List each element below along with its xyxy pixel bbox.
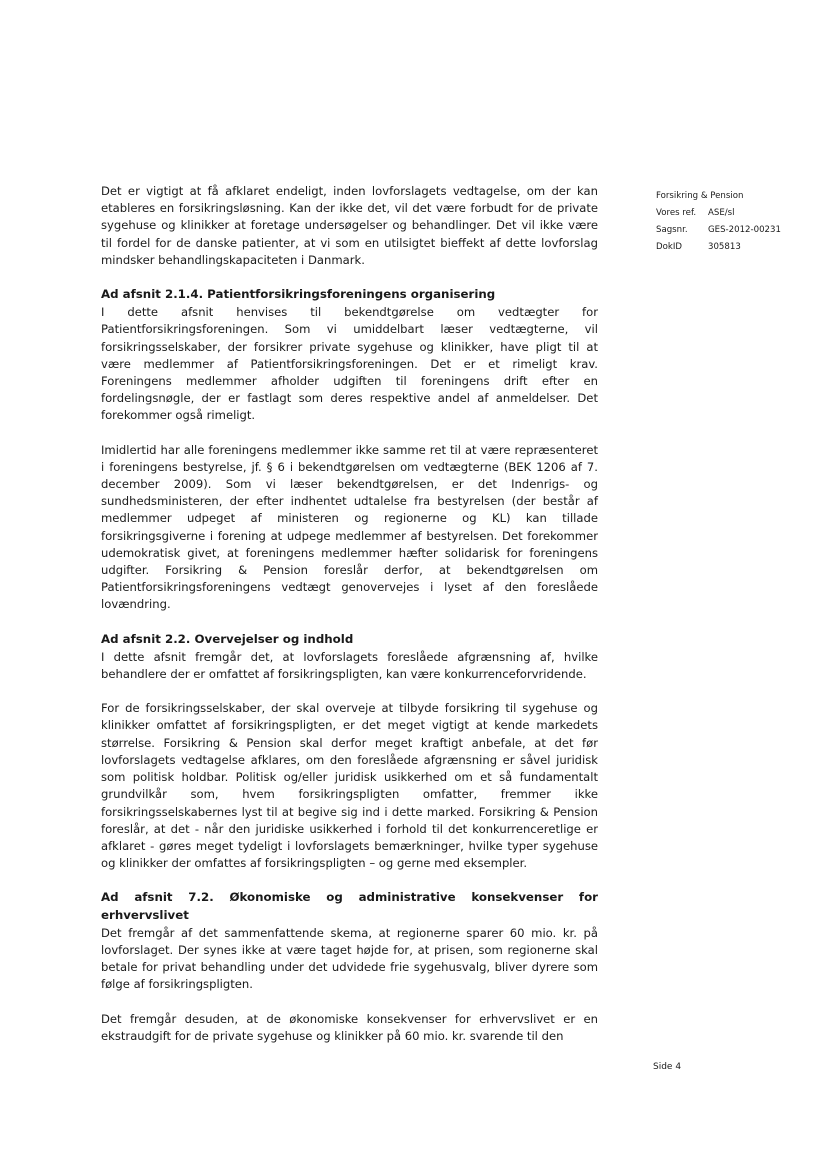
reference-block <box>656 188 781 256</box>
reference-key: Vores ref. <box>656 208 697 218</box>
document-id-value: 305813 <box>708 242 741 252</box>
paragraph-afgraensning: I dette afsnit fremgår det, at lovforslagets foreslåede afgrænsning af, hvilke behandlere der er omfattet af forsikringspligten, kan være konkurrenceforvridende. <box>101 649 598 682</box>
heading-afsnit-2-1-4: Ad afsnit 2.1.4. Patientforsikringsforeningens organisering <box>101 287 496 302</box>
reference-value: ASE/sl <box>708 208 735 218</box>
case-number-key: Sagsnr. <box>656 225 688 235</box>
paragraph-oekonomiske-konsekvenser: Det fremgår desuden, at de økonomiske konsekvenser for erhvervslivet er en ekstraudgift for de private sygehuse og klinikker på 60 mio. kr. svarende til den <box>101 1011 598 1043</box>
paragraph-bestyrelse: Imidlertid har alle foreningens medlemmer ikke samme ret til at være repræsenteret i foreningens bestyrelse, jf. § 6 i bekendtgørelsen om vedtægterne (BEK 1206 af 7. december 2009). Som vi læser bekendtgørelsen, er det Indenrigs- og sundhedsministeren, der efter indhentet udtalelse fra bestyrelsen (der består af medlemmer udpeget af ministeren og regionerne og KL) kan tillade forsikringsgiverne i forening at udpege medlemmer af bestyrelsen. Det forekommer udemokratisk givet, at foreningens medlemmer hæfter solidarisk for foreningens udgifter. Forsikring & Pension foreslår derfor, at bekendtgørelsen om Patientforsikringsforeningens vedtægt genovervejes i lyset af den foreslåede lovændring. <box>101 442 598 612</box>
paragraph-forsikringsloesning: Det er vigtigt at få afklaret endeligt, inden lovforslagets vedtagelse, om der kan etableres en forsikringsløsning. Kan der ikke det, vil det være forbudt for de private sygehuse og klinikker at foretage undersøgelser og behandlinger. Det vil ikke være til fordel for de danske patienter, at vi som en utilsigtet bieffekt af dette lovforslag mindsker behandlingskapaciteten i Danmark. <box>101 184 598 267</box>
case-number-value: GES-2012-00231 <box>708 225 781 235</box>
heading-afsnit-7-2: Ad afsnit 7.2. Økonomiske og administrative konsekvenser for erhvervslivet <box>101 890 598 922</box>
heading-afsnit-2-2: Ad afsnit 2.2. Overvejelser og indhold <box>101 631 354 646</box>
case-number-row <box>656 222 781 239</box>
document-id-row <box>656 239 781 256</box>
letter-body <box>101 183 598 1045</box>
document-id-key: DokID <box>656 242 683 252</box>
paragraph-sammenfattende-skema: Det fremgår af det sammenfattende skema, at regionerne sparer 60 mio. kr. på lovforslaget. Der synes ikke at være taget højde for, at prisen, som regionerne skal betale for privat behandling under det udvidede frie sygehusvalg, bliver dyrere som følge af forsikringspligten. <box>101 925 598 992</box>
page-number: Side 4 <box>653 1062 682 1072</box>
reference-row <box>656 205 781 222</box>
paragraph-patientforsikringsforening: I dette afsnit henvises til bekendtgørelse om vedtægter for Patientforsikringsforeningen. Som vi umiddelbart læser vedtægterne, vil forsikringsselskaber, der forsikrer private sygehuse og klinikker, have pligt til at være medlemmer af Patientforsikringsforeningen. Det er et rimeligt krav. Foreningens medlemmer afholder udgiften til foreningens drift efter en fordelingsnøgle, der er fastlagt som deres respektive andel af anmeldelser. Det forekommer også rimeligt. <box>101 305 598 423</box>
sender-company: Forsikring & Pension <box>656 191 744 201</box>
paragraph-markedets-stoerrelse: For de forsikringsselskaber, der skal overveje at tilbyde forsikring til sygehuse og klinikker omfattet af forsikringspligten, er det meget vigtigt at kende markedets størrelse. Forsikring & Pension skal derfor meget kraftigt anbefale, at det før lovforslagets vedtagelse afklares, om den foreslåede afgrænsning er såvel juridisk som politisk holdbar. Politisk og/eller juridisk usikkerhed om et så fundamentalt grundvilkår som, hvem forsikringspligten omfatter, fremmer ikke forsikringsselskabernes lyst til at begive sig ind i dette marked. Forsikring & Pension foreslår, at det - når den juridiske usikkerhed i forhold til det konkurrenceretlige er afklaret - gøres meget tydeligt i lovforslagets bemærkninger, hvilke typer sygehuse og klinikker der omfattes af forsikringspligten – og gerne med eksempler. <box>101 701 598 871</box>
